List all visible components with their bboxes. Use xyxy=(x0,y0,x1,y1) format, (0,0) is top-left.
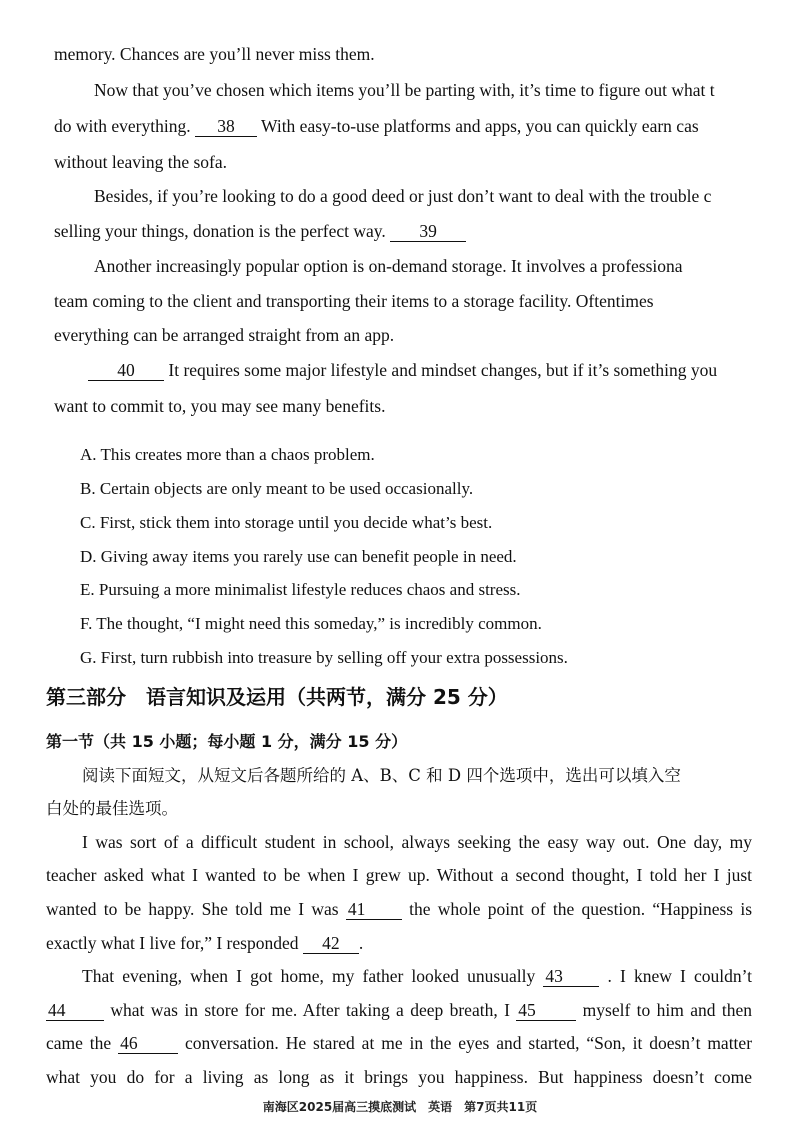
passage2-line-3: wanted to be happy. She told me I was 41 the whole point of the question. “Happiness is xyxy=(46,899,753,919)
option-f: F. The thought, “I might need this someday,” is incredibly common. xyxy=(80,614,542,633)
blank-39: 39 xyxy=(390,221,466,242)
passage1-line-4: without leaving the sofa. xyxy=(54,152,228,172)
passage1-line-1: memory. Chances are you’ll never miss them. xyxy=(54,44,375,64)
passage2-line-4: exactly what I live for,” I responded 42 . xyxy=(46,933,364,953)
passage2-line-5: That evening, when I got home, my father looked unusually 43 . I knew I couldn’t xyxy=(82,966,753,986)
option-g: G. First, turn rubbish into treasure by selling off your extra possessions. xyxy=(80,648,568,667)
blank-46: 46 xyxy=(118,1033,178,1054)
option-a: A. This creates more than a chaos problem. xyxy=(80,445,375,464)
blank-44: 44 xyxy=(46,1000,104,1021)
passage1-line-9: everything can be arranged straight from an app. xyxy=(54,325,395,345)
passage2-line-2: teacher asked what I wanted to be when I grew up. Without a second thought, I told her I just xyxy=(46,865,752,885)
option-c: C. First, stick them into storage until you decide what’s best. xyxy=(80,513,493,532)
passage1-line-7: Another increasingly popular option is on-demand storage. It involves a professiona xyxy=(94,256,683,276)
instruction-line-1: 阅读下面短文，从短文后各题所给的 A、B、C 和 D 四个选项中，选出可以填入空 xyxy=(82,766,681,785)
blank-43: 43 xyxy=(543,966,599,987)
passage2-line-7: came the 46 conversation. He stared at me in the eyes and started, “Son, it doesn’t matter xyxy=(46,1033,753,1053)
option-d: D. Giving away items you rarely use can benefit people in need. xyxy=(80,547,517,566)
section-subtitle: 第一节（共 15 小题；每小题 1 分，满分 15 分） xyxy=(46,732,408,751)
option-b: B. Certain objects are only meant to be used occasionally. xyxy=(80,479,474,498)
blank-41: 41 xyxy=(346,899,402,920)
option-e: E. Pursuing a more minimalist lifestyle reduces chaos and stress. xyxy=(80,580,521,599)
passage2-line-8: what you do for a living as long as it brings you happiness. But happiness doesn’t come xyxy=(46,1067,752,1087)
passage1-line-6: selling your things, donation is the perfect way. 39 xyxy=(54,219,466,243)
instruction-line-2: 白处的最佳选项。 xyxy=(46,799,178,818)
blank-40: 40 xyxy=(88,360,164,381)
passage1-line-10: 40 It requires some major lifestyle and mindset changes, but if it’s something you xyxy=(88,358,717,382)
page-footer: 南海区2025届高三摸底测试 英语 第7页共11页 xyxy=(262,1100,538,1114)
passage1-line-11: want to commit to, you may see many benefits. xyxy=(54,396,386,416)
blank-45: 45 xyxy=(516,1000,576,1021)
passage2-line-1: I was sort of a difficult student in school, always seeking the easy way out. One day, my xyxy=(82,832,752,852)
blank-42: 42 xyxy=(303,933,359,954)
passage1-line-8: team coming to the client and transporting their items to a storage facility. Oftentimes xyxy=(54,291,654,311)
blank-38: 38 xyxy=(195,116,257,137)
passage1-line-3: do with everything. 38 With easy-to-use platforms and apps, you can quickly earn cas xyxy=(54,116,699,136)
passage1-line-5: Besides, if you’re looking to do a good deed or just don’t want to deal with the trouble c xyxy=(94,186,712,206)
passage1-line-2: Now that you’ve chosen which items you’ll be parting with, it’s time to figure out what t xyxy=(94,80,715,100)
passage2-line-6: 44 what was in store for me. After taking a deep breath, I 45 myself to him and then xyxy=(48,1000,753,1020)
section-title: 第三部分 语言知识及运用（共两节，满分 25 分） xyxy=(46,685,508,709)
